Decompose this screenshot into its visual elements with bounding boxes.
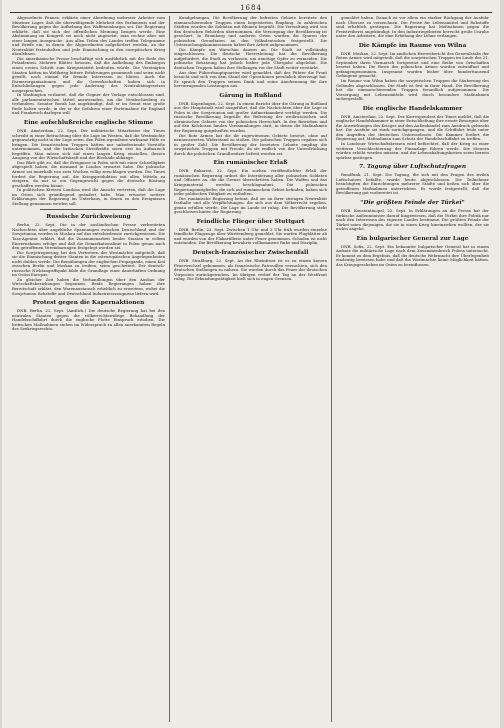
article-paragraph: Berlin, 22. Sept. Die in der ausländischen Presse verbreiteten Nachrichten über angebliche Spannungen zwischen Deutschland und der Sowjetunion werden in Moskau auf das entschiedenste zurückgewiesen. Die Tass-Agentur erklärt, daß die Zusammenarbeit beider Staaten in vollem Einvernehmen erfolge und daß die Demarkationslinie in Polen genau nach den getroffenen Vereinbarungen festgelegt worden sei. bbox=[12, 222, 165, 251]
column-3 bbox=[336, 16, 489, 722]
article-paragraph: DNB. Straßburg, 22. Sept. An der Rheinfront ist es zu einem kurzen Feuerwechsel gekommen, als französische Patrouillen versuchten, sich den deutschen Stellungen zu nähern. Sie wurden durch das Feuer der deutschen Vorposten zurückgetrieben. Im übrigen verlief der Tag an der Westfront ruhig. Die Erkundungstätigkeit hielt sich in engen Grenzen. bbox=[174, 257, 327, 282]
article-headline: Ein rumänischer Erlaß bbox=[213, 160, 288, 167]
header-rule bbox=[10, 12, 492, 13]
article-paragraph: DNB. Berlin, 22. Sept. Zwischen 1 Uhr und 3 Uhr früh wurden einzelne feindliche Flugzeuge über Württemberg gemeldet. Sie warfen Flugblätter ab und wurden von der Flakartillerie unter Feuer genommen. Schaden ist nicht entstanden. Die Bevölkerung bewahrte vollkommene Ruhe und Disziplin. bbox=[174, 226, 327, 246]
article-paragraph: Im Raume von Wilna haben die sowjetischen Truppen die Säuberung des Geländes abgeschlossen. Die Stadt ist fest in ihrer Hand. Die Bevölkerung hat die einmarschierenden Truppen freundlich aufgenommen. Die Versorgung mit Lebensmitteln wird durch besondere Maßnahmen sichergestellt. bbox=[336, 78, 489, 102]
article-paragraph: DNB. Berlin, 22. Sept. (Amtlich.) Die deutsche Regierung hat bei den neutralen Staaten gegen die völkerrechtswidrige Behandlung der Handelsschiffahrt durch die englische Flotte Einspruch erhoben. Die britischen Maßnahmen stehen im Widerspruch zu allen anerkannten Regeln des Seekriegsrechts. bbox=[12, 308, 165, 332]
column-separator bbox=[331, 16, 332, 722]
article-paragraph: DNB. Moskau, 22. Sept. Im amtlichen Heeresbericht des Generalstabs der Roten Armee wird mitgeteilt, daß die sowjetischen Truppen im Laufe des 21. September ihren Vormarsch fortgesetzt und eine Reihe von Ortschaften besetzt haben. Die Reste der polnischen Armee wurden entwaffnet und gefangengenommen. Insgesamt wurden bisher über hunderttausend Gefangene gemacht. bbox=[336, 50, 489, 79]
article-paragraph: In Londoner Wirtschaftskreisen wird befürchtet, daß der Krieg zu einer weiteren Verschlechterung der Finanzlage führen werde. Die Steuern würden erhöht werden müssen, und die Lebenshaltungskosten seien bereits spürbar gestiegen. bbox=[336, 141, 489, 160]
article-paragraph: Die amerikanische Presse beschäftigt sich ausführlich mit der Rede des Präsidenten. Mehrere Blätter betonen, daß die Aufhebung des Embargos einen ersten Schritt zum Kriegseintritt bedeuten würde. Die Vereinigten Staaten hätten im Weltkrieg bittere Erfahrungen gesammelt und seien nicht gewillt, noch einmal für fremde Interessen zu bluten. Auch die Farmerorganisationen und die Gewerkschaften haben sich in Entschließungen gegen jede Änderung des Neutralitätsgesetzes ausgesprochen. bbox=[12, 55, 165, 93]
article-paragraph: gemeldet haben. Danach ist vor allem ein starker Rückgang der Ausfuhr nach Übersee zu verzeichnen. Die Preise für Lebensmittel und Rohstoffe sind erheblich gestiegen. Die Regierung hat Maßnahmen gegen die Preistreiberei angekündigt. In den Industriegebieten herrscht große Unruhe unter den Arbeitern, die eine Erhöhung der Löhne verlangen. bbox=[336, 16, 489, 39]
article-paragraph: Die Kämpfe um Warschau dauern an. Die Stadt ist vollständig eingeschlossen. Die deutsche Heeresleitung hat die Bevölkerung aufgefordert, die Stadt zu verlassen, um unnötige Opfer zu vermeiden. Die polnische Besatzung hat jedoch bisher jede Übergabe abgelehnt. Die deutschen Truppen haben ihre Stellungen vor der Stadt weiter verstärkt. bbox=[174, 46, 327, 71]
article-headline: Die englische Handelskammer bbox=[362, 105, 463, 112]
column-separator bbox=[169, 16, 170, 722]
article-paragraph: DNB. Bukarest, 22. Sept. Ein soeben veröffentlichter Erlaß der rumänischen Regierung ordnet die Internierung aller polnischen Soldaten und Offiziere an, die die Grenze überschritten haben. Die Waffen und das Kriegsmaterial werden beschlagnahmt. Die polnischen Regierungsmitglieder, die sich auf rumänischem Gebiet befinden, haben sich jeder politischen Tätigkeit zu enthalten. bbox=[174, 168, 327, 197]
article-headline: Russische Zurückweisung bbox=[46, 214, 131, 221]
article-paragraph: Abgeordnete Pennes, erklärte einer Abordnung mehrerer Arbeiter vom Mineiner Lager, daß die überwältigende Mehrheit des Parlaments und der Bevölkerung gegen die Aufhebung des Waffenembargos sei. Die Regierung erklärte, daß sie sich der öffentlichen Meinung beugen werde. Eine Abstimmung im Kongreß sei noch nicht angesetzt, man rechne aber mit einer langen Aussprache. Aus allen Teilen des Landes treffen Telegramme und Briefe ein, in denen die Abgeordneten aufgefordert werden, an der Neutralität festzuhalten und jede Einmischung in den europäischen Krieg abzulehnen. bbox=[12, 16, 165, 57]
page-number: 1684 bbox=[240, 4, 262, 12]
article-paragraph: Die Rote Armee hat die ihr zugewiesenen Gebiete besetzt, ohne auf nennenswerten Widerstand zu stoßen. Die polnischen Truppen ergaben sich in großer Zahl. Die Bevölkerung der besetzten Gebiete empfing die sowjetischen Truppen mit Freude, da sie endlich von der Unterdrückung durch die polnischen Grundbesitzer befreit worden sei. bbox=[174, 132, 327, 156]
article-paragraph: Kundgebungen. Die Bevölkerung der befreiten Gebiete bereitete den einmarschierenden Truppen einen begeisterten Empfang. In zahlreichen Städten wurden die Soldaten mit Blumen begrüßt. Die Verwaltung wird von den deutschen Behörden übernommen, die Versorgung der Bevölkerung ist gesichert. In Bromberg und anderen Orten wurden die Spuren der polnischen Greueltaten an den Volksdeutschen festgestellt. Die Untersuchungskommissionen haben ihre Arbeit aufgenommen. bbox=[174, 16, 327, 48]
section-divider bbox=[40, 209, 137, 210]
article-paragraph: DNB. Kopenhagen, 22. Sept. In einem Bericht über die Gärung in Rußland aus der Hauptstadt wird ausgeführt, daß die Nachrichten über die Lage in Polen in der Sowjetunion mit großer Aufmerksamkeit verfolgt werden. Die russische Bevölkerung begrüße die Befreiung der weißrussischen und ukrainischen Gebiete von der polnischen Herrschaft. In den Betrieben und auf den Kolchosen fanden Versammlungen statt, in denen die Maßnahmen der Regierung gutgeheißen wurden. bbox=[174, 100, 327, 134]
column-2 bbox=[174, 16, 327, 722]
article-headline: Feindliche Flieger über Stuttgart bbox=[196, 218, 305, 225]
article-paragraph: Das Blatt gibt zu, daß die Ereignisse in Polen sich mit einer Schnelligkeit abgespielt haben, die niemand in London erwartet habe. Die polnische Armee sei innerhalb von zwei Wochen völlig zerschlagen worden. Die Times fordert die Regierung auf, die Kriegsproduktion mit allen Mitteln zu steigern, da nur so ein Gegengewicht gegen die deutsche Rüstung geschaffen werden könne. bbox=[12, 159, 165, 188]
article-paragraph: DNB. Sofia, 22. Sept. Ein bekannter bulgarischer General hat in einem Aufsatz die militärische Lage nach dem Zusammenbruch Polens untersucht. Er kommt zu dem Ergebnis, daß die deutsche Wehrmacht ihre Überlegenheit eindeutig bewiesen habe und daß die Westmächte keine Möglichkeit hätten, das Kriegsgeschehen im Osten zu beeinflussen. bbox=[336, 243, 489, 267]
article-headline: Die Kämpfe im Raume von Wilna bbox=[358, 42, 467, 49]
article-headline: Protest gegen die Kapernaktionen bbox=[32, 300, 145, 307]
article-paragraph: Aus dem Führerhauptquartier wird gemeldet, daß der Führer die Front besucht und sich von dem Stand der Operationen persönlich überzeugt hat. Er sprach den Truppen seinen Dank und seine Anerkennung für ihre hervorragenden Leistungen aus. bbox=[174, 69, 327, 89]
article-paragraph: In politischen Kreisen Londons wird die Ansicht vertreten, daß die Lage im Osten sich grundlegend geändert habe. Man erwartet weitere Erklärungen der Regierung im Unterhaus, in denen zu den Ereignissen Stellung genommen werden soll. bbox=[12, 187, 165, 206]
article-headline: "Die größten Feinde der Türkei" bbox=[360, 199, 465, 206]
column-1 bbox=[12, 16, 165, 722]
article-headline: Gärung in Rußland bbox=[219, 92, 282, 99]
article-paragraph: DNB. Amsterdam, 22. Sept. Der Korrespondent der Times meldet, daß die englische Handelskammer in einer Entschließung ihre ernste Besorgnis über die Auswirkungen des Krieges auf den Außenhandel zum Ausdruck gebracht hat. Die Ausfuhr sei stark zurückgegangen, und die Schiffahrt leide unter den Angriffen der deutschen Unterseeboote. Die Kammer fordert die Regierung auf, Maßnahmen zum Schutz der Handelsschiffahrt zu treffen. bbox=[336, 113, 489, 142]
article-paragraph: Rundfunk, 21. Sept. Die Tagung, die sich mit den Fragen des zivilen Luftschutzes befaßte, wurde heute abgeschlossen. Die Teilnehmer besichtigten die Einrichtungen mehrerer Städte und ließen sich über die getroffenen Maßnahmen unterrichten. Es wurde festgestellt, daß die Bevölkerung gut vorbereitet ist. bbox=[336, 172, 489, 196]
article-headline: 7. Tagung über Luftschutzfragen bbox=[358, 164, 467, 171]
article-headline: Deutsch-französischer Zwischenfall bbox=[192, 249, 309, 256]
article-paragraph: Die rumänische Regierung betont, daß sie an ihrer strengen Neutralität festhalte und alle Verpflichtungen, die sich aus dem Völkerrecht ergeben, genau erfüllen werde. Die Lage im Lande ist ruhig. Die Bevölkerung steht geschlossen hinter der Regierung. bbox=[174, 195, 327, 215]
article-paragraph: Zu gleicher Zeit haben die Verhandlungen über den Ausbau der Wirtschaftsbeziehungen begonnen. Beide Regierungen haben ihre Bereitschaft erklärt, den Warenaustausch erheblich zu erweitern, wobei die Sowjetunion Rohstoffe und Deutschland Industrieerzeugnisse liefern wird. bbox=[12, 276, 165, 296]
article-paragraph: DNB. Konstantinopel, 22. Sept. In Erklärungen an die Presse hat der türkische Außenminister darauf hingewiesen, daß die Türkei ihre Politik nur nach den Interessen des eigenen Landes bestimme. Die größten Feinde der Türkei seien diejenigen, die sie in einen Krieg hineinziehen wollten, der sie nichts angehe. bbox=[336, 207, 489, 232]
newspaper-page bbox=[2, 0, 500, 728]
article-paragraph: Die Sowjetregierung hat den Vertretern der Westmächte mitgeteilt, daß sie die Einmischung dritter Staaten in die osteuropäischen Angelegenheiten nicht dulden werde. Die Bemühungen der englischen Propaganda, einen Keil zwischen Berlin und Moskau zu treiben, seien gescheitert. Der deutsch-russische Nichtangriffspakt bilde die Grundlage einer dauerhaften Ordnung im Osten Europas. bbox=[12, 249, 165, 278]
article-headline: Eine aufschlußreiche englische Stimme bbox=[23, 120, 154, 127]
article-paragraph: In Washington verlautet, daß die Gegner der Vorlage entschlossen sind, alle parlamentarischen Mittel anzuwenden, um die Verabschiedung zu verhindern. Senator Borah hat angekündigt, daß er im Senat eine große Rede halten werde, in der er die Gefahren einer Parteinahme für England und Frankreich darlegen will. bbox=[12, 92, 165, 116]
article-paragraph: DNB. Amsterdam, 22. Sept. Der militärische Mitarbeiter der Times schreibt in einer Betrachtung über die Lage im Westen, daß die Westmächte gegenwärtig nicht in der Lage seien, den Polen irgendeine wirksame Hilfe zu bringen. Die französischen Truppen hätten nur unbedeutende Vorstöße unternommen, und die britischen Streitkräfte seien erst im Aufmarsch begriffen. Man müsse sich auf einen langen Krieg einstellen, dessen Ausgang von der Wirtschaftskraft und der Blockade abhänge. bbox=[12, 128, 165, 161]
article-headline: Ein bulgarischer General zur Lage bbox=[356, 235, 469, 242]
